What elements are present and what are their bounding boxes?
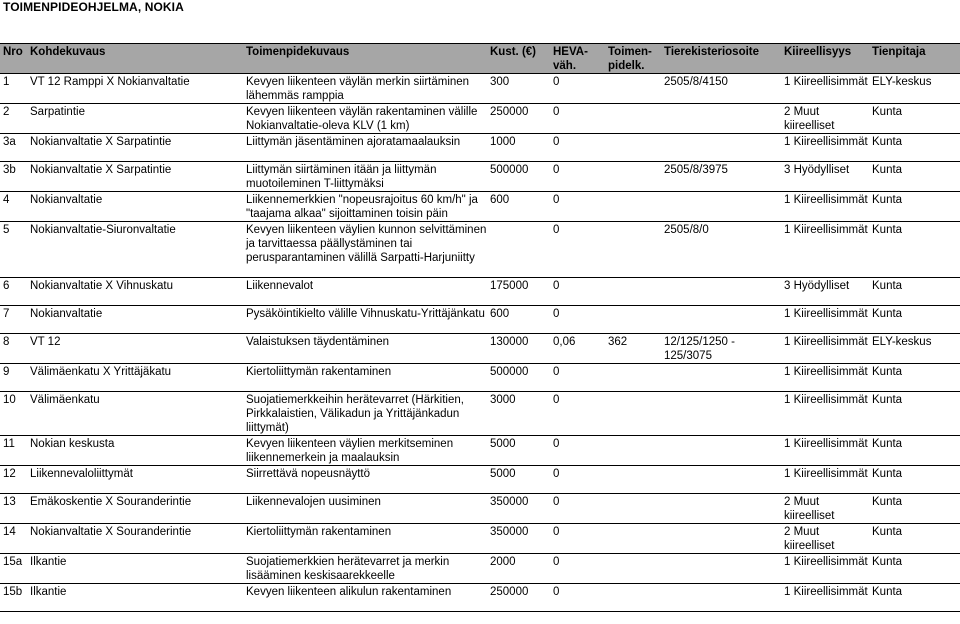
cell-tierekisteriosoite [661,278,781,306]
cell-heva: 0 [550,278,605,306]
cell-kohdekuvaus: Nokianvaltatie X Sarpatintie [27,162,243,192]
cell-heva: 0 [550,584,605,612]
cell-tienpitaja: ELY-keskus [869,74,960,104]
cell-toimenpidelk [605,494,661,524]
cell-tienpitaja: Kunta [869,134,960,162]
col-header-tierekisteriosoite: Tierekisteriosoite [661,44,781,74]
cell-toimenpidelk [605,364,661,392]
cell-kustannus: 350000 [487,494,550,524]
cell-toimenpidelk: 362 [605,334,661,364]
cell-toimenpidekuvaus: Kiertoliittymän rakentaminen [243,364,487,392]
cell-tienpitaja: Kunta [869,162,960,192]
cell-nro: 13 [0,494,27,524]
cell-kustannus: 130000 [487,334,550,364]
cell-toimenpidelk [605,436,661,466]
cell-tierekisteriosoite [661,104,781,134]
table-row [0,306,960,334]
table-row [0,466,960,494]
cell-kustannus: 2000 [487,554,550,584]
cell-toimenpidelk [605,584,661,612]
cell-kustannus: 300 [487,74,550,104]
table-row [0,278,960,306]
cell-toimenpidekuvaus: Valaistuksen täydentäminen [243,334,487,364]
cell-kustannus: 600 [487,192,550,222]
cell-toimenpidekuvaus: Liikennevalot [243,278,487,306]
cell-kiireellisyys: 1 Kiireellisimmät [781,436,869,466]
cell-toimenpidekuvaus: Siirrettävä nopeusnäyttö [243,466,487,494]
cell-tienpitaja: Kunta [869,584,960,612]
cell-tienpitaja: Kunta [869,306,960,334]
table-row [0,436,960,466]
col-header-tienpitaja: Tienpitaja [869,44,960,74]
cell-tienpitaja: Kunta [869,436,960,466]
table-row [0,334,960,364]
cell-kohdekuvaus: Nokianvaltatie-Siuronvaltatie [27,222,243,278]
cell-heva: 0 [550,162,605,192]
table-row [0,162,960,192]
document-title: TOIMENPIDEOHJELMA, NOKIA [3,0,184,14]
cell-nro: 9 [0,364,27,392]
cell-toimenpidelk [605,104,661,134]
cell-kiireellisyys: 3 Hyödylliset [781,162,869,192]
cell-kiireellisyys: 1 Kiireellisimmät [781,192,869,222]
table-row [0,392,960,436]
cell-kustannus: 500000 [487,162,550,192]
cell-heva: 0 [550,134,605,162]
cell-kohdekuvaus: Ilkantie [27,554,243,584]
cell-kohdekuvaus: Nokianvaltatie [27,306,243,334]
cell-kohdekuvaus: Liikennevaloliittymät [27,466,243,494]
cell-heva: 0,06 [550,334,605,364]
cell-toimenpidelk [605,74,661,104]
cell-tierekisteriosoite [661,192,781,222]
cell-toimenpidekuvaus: Kevyen liikenteen väylän merkin siirtäminen lähemmäs ramppia [243,74,487,104]
table-row [0,494,960,524]
cell-nro: 3b [0,162,27,192]
table-row [0,192,960,222]
cell-toimenpidekuvaus: Kevyen liikenteen alikulun rakentaminen [243,584,487,612]
cell-heva: 0 [550,466,605,494]
cell-kohdekuvaus: Sarpatintie [27,104,243,134]
cell-nro: 15a [0,554,27,584]
cell-kustannus: 3000 [487,392,550,436]
action-table [0,43,960,612]
cell-kiireellisyys: 2 Muut kiireelliset [781,104,869,134]
cell-toimenpidekuvaus: Liittymän jäsentäminen ajoratamaalauksin [243,134,487,162]
cell-tierekisteriosoite [661,364,781,392]
cell-toimenpidelk [605,524,661,554]
cell-kiireellisyys: 1 Kiireellisimmät [781,392,869,436]
cell-toimenpidelk [605,134,661,162]
col-header-nro: Nro [0,44,27,74]
cell-kiireellisyys: 1 Kiireellisimmät [781,554,869,584]
cell-heva: 0 [550,306,605,334]
cell-nro: 2 [0,104,27,134]
cell-kohdekuvaus: Ilkantie [27,584,243,612]
cell-kohdekuvaus: VT 12 [27,334,243,364]
cell-tierekisteriosoite [661,134,781,162]
cell-kiireellisyys: 1 Kiireellisimmät [781,334,869,364]
col-header-toimenpidelk: Toimen-pidelk. [605,44,661,74]
cell-kiireellisyys: 1 Kiireellisimmät [781,364,869,392]
cell-tienpitaja: Kunta [869,104,960,134]
cell-tienpitaja: ELY-keskus [869,334,960,364]
cell-tierekisteriosoite [661,466,781,494]
cell-heva: 0 [550,104,605,134]
cell-tierekisteriosoite: 2505/8/3975 [661,162,781,192]
cell-nro: 1 [0,74,27,104]
col-header-kohdekuvaus: Kohdekuvaus [27,44,243,74]
cell-heva: 0 [550,436,605,466]
cell-tierekisteriosoite: 2505/8/0 [661,222,781,278]
col-header-heva: HEVA-väh. [550,44,605,74]
cell-kiireellisyys: 1 Kiireellisimmät [781,466,869,494]
cell-toimenpidelk [605,222,661,278]
cell-kiireellisyys: 1 Kiireellisimmät [781,306,869,334]
table-row [0,584,960,612]
cell-nro: 3a [0,134,27,162]
cell-tienpitaja: Kunta [869,524,960,554]
cell-kiireellisyys: 1 Kiireellisimmät [781,584,869,612]
table-row [0,74,960,104]
cell-tierekisteriosoite: 2505/8/4150 [661,74,781,104]
cell-tienpitaja: Kunta [869,222,960,278]
cell-kohdekuvaus: Nokianvaltatie X Vihnuskatu [27,278,243,306]
cell-tierekisteriosoite [661,494,781,524]
cell-heva: 0 [550,524,605,554]
cell-kustannus: 600 [487,306,550,334]
cell-tierekisteriosoite [661,392,781,436]
cell-kohdekuvaus: VT 12 Ramppi X Nokianvaltatie [27,74,243,104]
cell-kiireellisyys: 2 Muut kiireelliset [781,494,869,524]
cell-kustannus: 350000 [487,524,550,554]
table-row [0,222,960,278]
cell-toimenpidekuvaus: Kevyen liikenteen väylien kunnon selvittäminen ja tarvittaessa päällystäminen tai perusparantaminen välillä Sarpatti-Harjuniitty [243,222,487,278]
cell-tienpitaja: Kunta [869,554,960,584]
cell-kiireellisyys: 1 Kiireellisimmät [781,74,869,104]
cell-kiireellisyys: 1 Kiireellisimmät [781,134,869,162]
cell-kustannus: 1000 [487,134,550,162]
cell-toimenpidekuvaus: Pysäköintikielto välille Vihnuskatu-Yrittäjänkatu [243,306,487,334]
cell-tierekisteriosoite [661,584,781,612]
cell-toimenpidekuvaus: Kevyen liikenteen väylän rakentaminen välille Nokianvaltatie-oleva KLV (1 km) [243,104,487,134]
cell-toimenpidelk [605,306,661,334]
cell-toimenpidekuvaus: Suojatiemerkkeihin herätevarret (Härkitien, Pirkkalaistien, Välikadun ja Yrittäjänkadun liittymät) [243,392,487,436]
cell-kohdekuvaus: Emäkoskentie X Souranderintie [27,494,243,524]
cell-kiireellisyys: 1 Kiireellisimmät [781,222,869,278]
cell-kustannus: 5000 [487,436,550,466]
cell-tierekisteriosoite [661,306,781,334]
cell-toimenpidekuvaus: Liikennevalojen uusiminen [243,494,487,524]
cell-kohdekuvaus: Välimäenkatu X Yrittäjäkatu [27,364,243,392]
cell-kohdekuvaus: Nokianvaltatie [27,192,243,222]
cell-kohdekuvaus: Nokian keskusta [27,436,243,466]
cell-kustannus: 5000 [487,466,550,494]
cell-nro: 8 [0,334,27,364]
cell-kustannus: 175000 [487,278,550,306]
cell-tienpitaja: Kunta [869,192,960,222]
cell-heva: 0 [550,222,605,278]
cell-toimenpidelk [605,278,661,306]
col-header-toimenpidekuvaus: Toimenpidekuvaus [243,44,487,74]
cell-toimenpidekuvaus: Liittymän siirtäminen itään ja liittymän muotoileminen T-liittymäksi [243,162,487,192]
cell-toimenpidekuvaus: Liikennemerkkien "nopeusrajoitus 60 km/h" ja "taajama alkaa" sijoittaminen toisin päin [243,192,487,222]
cell-tienpitaja: Kunta [869,392,960,436]
cell-kustannus: 250000 [487,584,550,612]
cell-toimenpidelk [605,162,661,192]
cell-toimenpidekuvaus: Kiertoliittymän rakentaminen [243,524,487,554]
cell-toimenpidelk [605,554,661,584]
cell-toimenpidelk [605,392,661,436]
table-row [0,364,960,392]
cell-heva: 0 [550,192,605,222]
table-row [0,554,960,584]
table-row [0,134,960,162]
col-header-kiireellisyys: Kiireellisyys [781,44,869,74]
cell-tierekisteriosoite [661,436,781,466]
cell-kustannus: 250000 [487,104,550,134]
cell-kiireellisyys: 3 Hyödylliset [781,278,869,306]
cell-kohdekuvaus: Nokianvaltatie X Sarpatintie [27,134,243,162]
cell-tienpitaja: Kunta [869,278,960,306]
cell-heva: 0 [550,494,605,524]
cell-heva: 0 [550,554,605,584]
cell-heva: 0 [550,74,605,104]
cell-tienpitaja: Kunta [869,364,960,392]
cell-kiireellisyys: 2 Muut kiireelliset [781,524,869,554]
cell-tienpitaja: Kunta [869,466,960,494]
cell-toimenpidelk [605,192,661,222]
col-header-kustannus: Kust. (€) [487,44,550,74]
header-row [0,44,960,74]
cell-tienpitaja: Kunta [869,494,960,524]
cell-toimenpidekuvaus: Kevyen liikenteen väylien merkitseminen liikennemerkein ja maalauksin [243,436,487,466]
cell-kustannus [487,222,550,278]
cell-tierekisteriosoite [661,554,781,584]
cell-toimenpidekuvaus: Suojatiemerkkien herätevarret ja merkin lisääminen keskisaarekkeelle [243,554,487,584]
cell-nro: 11 [0,436,27,466]
cell-nro: 4 [0,192,27,222]
cell-tierekisteriosoite [661,524,781,554]
cell-kohdekuvaus: Nokianvaltatie X Souranderintie [27,524,243,554]
cell-kohdekuvaus: Välimäenkatu [27,392,243,436]
cell-kustannus: 500000 [487,364,550,392]
cell-heva: 0 [550,364,605,392]
cell-nro: 6 [0,278,27,306]
cell-tierekisteriosoite: 12/125/1250 - 125/3075 [661,334,781,364]
table-row [0,104,960,134]
cell-nro: 12 [0,466,27,494]
cell-heva: 0 [550,392,605,436]
cell-nro: 7 [0,306,27,334]
table-row [0,524,960,554]
cell-toimenpidelk [605,466,661,494]
cell-nro: 10 [0,392,27,436]
cell-nro: 15b [0,584,27,612]
cell-nro: 14 [0,524,27,554]
cell-nro: 5 [0,222,27,278]
